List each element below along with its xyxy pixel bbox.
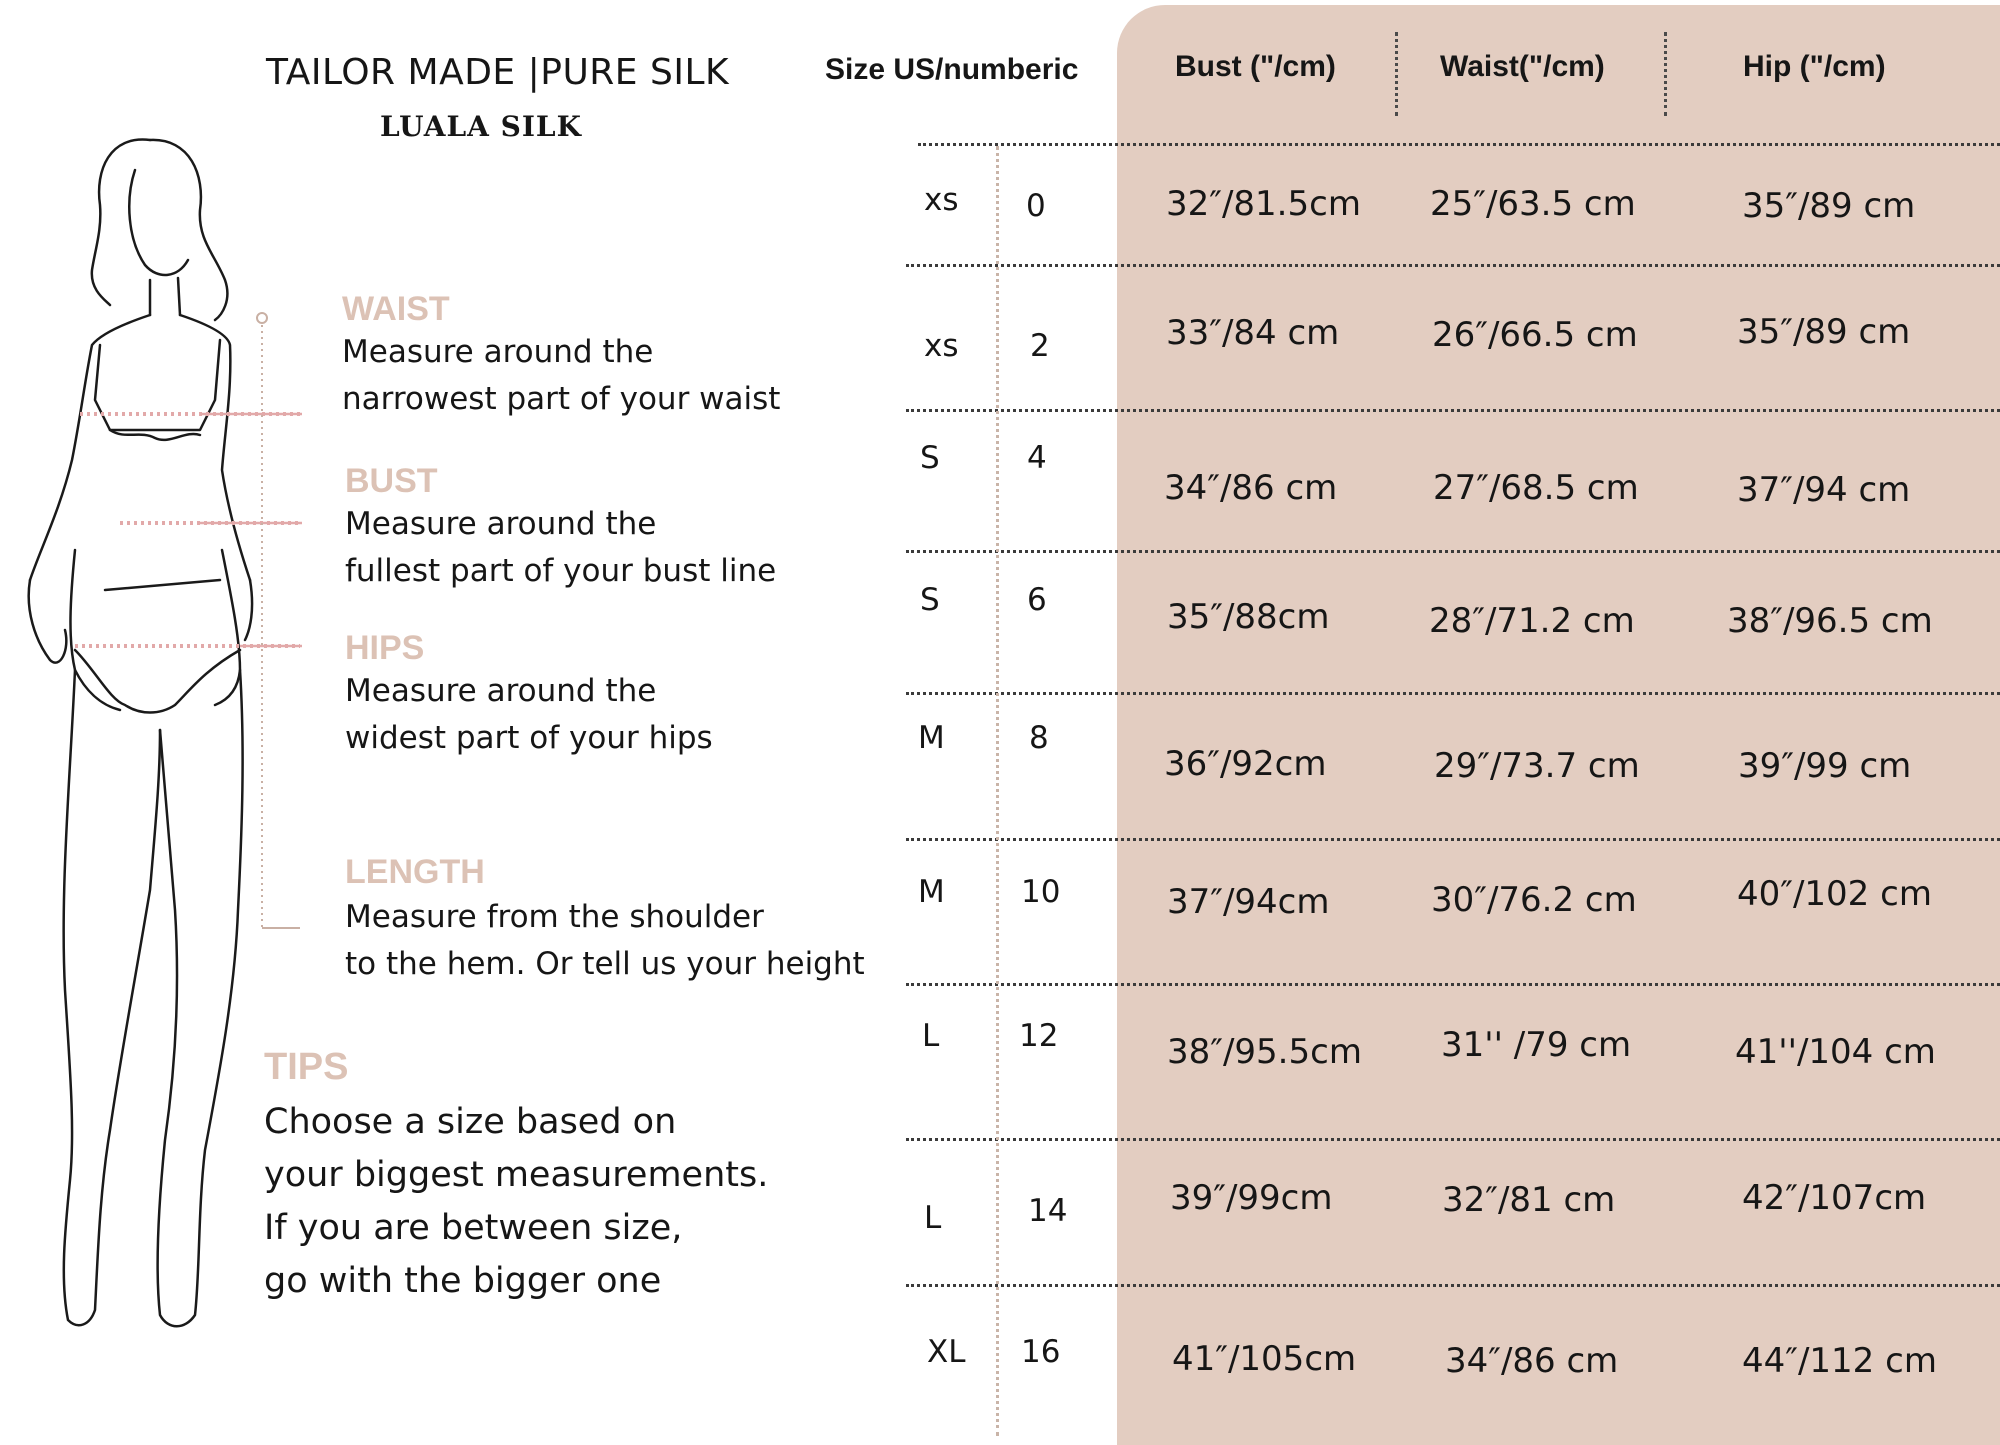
size-number: 4 xyxy=(1027,440,1047,476)
row-divider xyxy=(906,264,2000,267)
row-divider xyxy=(906,692,2000,695)
size-us: xs xyxy=(924,328,959,364)
row-divider xyxy=(906,838,2000,841)
bust-value: 36″/92cm xyxy=(1164,744,1327,784)
tips-line4: go with the bigger one xyxy=(264,1261,662,1301)
hip-value: 35″/89 cm xyxy=(1737,312,1911,352)
header-divider xyxy=(1395,32,1398,116)
row-divider xyxy=(906,550,2000,553)
row-divider xyxy=(906,983,2000,986)
size-us: L xyxy=(922,1018,940,1054)
brand-tagline: TAILOR MADE |PURE SILK xyxy=(266,52,730,93)
length-guide-line2: to the hem. Or tell us your height xyxy=(345,946,865,982)
bust-value: 41″/105cm xyxy=(1172,1339,1357,1379)
hip-value: 38″/96.5 cm xyxy=(1727,601,1933,641)
hip-value: 39″/99 cm xyxy=(1738,746,1912,786)
header-hip: Hip ("/cm) xyxy=(1743,50,1886,83)
waist-guide-line2: narrowest part of your waist xyxy=(342,381,781,417)
hip-value: 44″/112 cm xyxy=(1742,1341,1937,1381)
bust-value: 34″/86 cm xyxy=(1164,468,1338,508)
size-us: M xyxy=(918,720,945,756)
tips-line3: If you are between size, xyxy=(264,1208,683,1248)
hips-guide-line2: widest part of your hips xyxy=(345,720,713,756)
bust-guide-title: BUST xyxy=(345,462,438,500)
bust-value: 39″/99cm xyxy=(1170,1178,1333,1218)
length-guide-title: LENGTH xyxy=(345,853,485,891)
row-divider xyxy=(906,1284,2000,1287)
size-us: S xyxy=(920,582,940,618)
hip-value: 41''/104 cm xyxy=(1735,1032,1936,1072)
bust-value: 35″/88cm xyxy=(1167,597,1330,637)
size-number: 10 xyxy=(1021,874,1061,910)
header-bust: Bust ("/cm) xyxy=(1175,50,1336,83)
hip-value: 42″/107cm xyxy=(1742,1178,1927,1218)
size-us: xs xyxy=(924,182,959,218)
waist-value: 29″/73.7 cm xyxy=(1434,746,1640,786)
bust-value: 37″/94cm xyxy=(1167,882,1330,922)
brand-logo-text: LUALA SILK xyxy=(380,110,582,143)
size-number: 0 xyxy=(1026,188,1046,224)
hip-value: 37″/94 cm xyxy=(1737,470,1911,510)
hips-guide-line1: Measure around the xyxy=(345,673,657,709)
waist-value: 31'' /79 cm xyxy=(1441,1025,1632,1065)
header-size: Size US/numberic xyxy=(825,53,1079,86)
waist-value: 32″/81 cm xyxy=(1442,1180,1616,1220)
size-number: 12 xyxy=(1019,1018,1059,1054)
size-us: S xyxy=(920,440,940,476)
bust-value: 33″/84 cm xyxy=(1166,313,1340,353)
size-column-divider xyxy=(996,146,999,1436)
waist-value: 27″/68.5 cm xyxy=(1433,468,1639,508)
waist-value: 34″/86 cm xyxy=(1445,1341,1619,1381)
row-divider xyxy=(918,143,2000,146)
hip-value: 35″/89 cm xyxy=(1742,186,1916,226)
size-number: 8 xyxy=(1029,720,1049,756)
tips-title: TIPS xyxy=(264,1046,349,1088)
tips-line2: your biggest measurements. xyxy=(264,1155,769,1195)
waist-guide-title: WAIST xyxy=(342,290,450,328)
bust-guide-line2: fullest part of your bust line xyxy=(345,553,777,589)
bust-guide-line1: Measure around the xyxy=(345,506,657,542)
waist-value: 25″/63.5 cm xyxy=(1430,184,1636,224)
row-divider xyxy=(906,409,2000,412)
row-divider xyxy=(906,1138,2000,1141)
size-number: 14 xyxy=(1028,1193,1068,1229)
length-guide-line1: Measure from the shoulder xyxy=(345,899,764,935)
hips-guide-title: HIPS xyxy=(345,629,425,667)
bust-value: 32″/81.5cm xyxy=(1166,184,1361,224)
size-number: 2 xyxy=(1030,328,1050,364)
size-us: M xyxy=(918,874,945,910)
waist-value: 26″/66.5 cm xyxy=(1432,315,1638,355)
size-us: L xyxy=(924,1200,942,1236)
size-us: XL xyxy=(927,1334,966,1370)
header-divider xyxy=(1664,32,1667,116)
waist-guide-line1: Measure around the xyxy=(342,334,654,370)
bust-value: 38″/95.5cm xyxy=(1167,1032,1362,1072)
size-number: 6 xyxy=(1027,582,1047,618)
hip-value: 40″/102 cm xyxy=(1737,874,1932,914)
tips-line1: Choose a size based on xyxy=(264,1102,677,1142)
header-waist: Waist("/cm) xyxy=(1440,50,1605,83)
waist-value: 28″/71.2 cm xyxy=(1429,601,1635,641)
waist-value: 30″/76.2 cm xyxy=(1431,880,1637,920)
size-number: 16 xyxy=(1021,1334,1061,1370)
